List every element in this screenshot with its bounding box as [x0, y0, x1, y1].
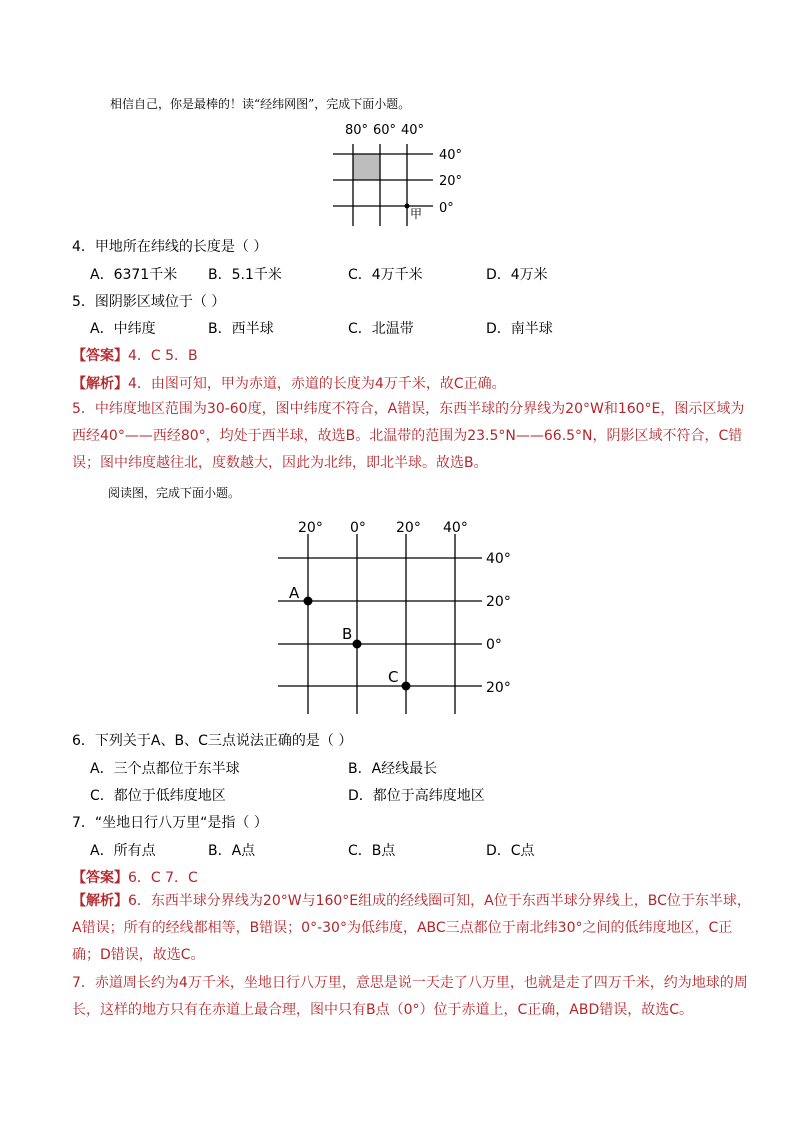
grid2-point-label-a: A [289, 584, 300, 602]
analysis-7: 7．赤道周长约为4万千米，坐地日行八万里，意思是说一天走了八万里，也就是走了四万千米，约为地球的周长，这样的地方只有在赤道上最合理，图中只有B点（0°）位于赤道上，C正确，ABD错误，故选C。 [72, 975, 748, 1018]
grid1-top-label: 40° [401, 123, 425, 138]
grid1-top-label: 60° [373, 123, 397, 138]
answer-tag: 【答案】 [72, 348, 128, 364]
q7-option-c[interactable]: C．B点 [348, 843, 396, 859]
analysis-6 [72, 888, 752, 969]
q4-option-a[interactable]: A．6371千米 [90, 267, 178, 283]
grid2-point-label-c: C [388, 668, 399, 686]
question-7: 7．“坐地日行八万里“是指（ ） [72, 815, 268, 831]
grid2-top-label: 40° [443, 520, 468, 536]
grid2-right-label: 20° [486, 680, 511, 696]
q5-option-b[interactable]: B．西半球 [208, 321, 274, 337]
q7-option-a[interactable]: A．所有点 [90, 843, 156, 859]
q5-option-a[interactable]: A．中纬度 [90, 321, 156, 337]
shaded-region [353, 154, 380, 180]
q4-option-b[interactable]: B．5.1千米 [208, 267, 282, 283]
q4-option-c[interactable]: C．4万千米 [348, 267, 423, 283]
grid1-right-label: 20° [439, 174, 463, 189]
question-5: 5．图阴影区域位于（ ） [72, 294, 226, 310]
analysis-5: 5．中纬度地区范围为30-60度，图中纬度不符合，A错误，东西半球的分界线为20°W和160°E，图示区域为西经40°——西经80°，均处于西半球，故选B。北温带的范围为23.5°N——66.5°N，阴影区域不符合，C错误；图中纬度越往北，度数越大，因此为北纬，即北半球。故选B。 [72, 401, 745, 471]
q5-option-c[interactable]: C．北温带 [348, 321, 414, 337]
answer-text: 6．C 7．C [128, 870, 198, 886]
answer-text: 4．C 5．B [128, 348, 198, 364]
answer-tag: 【答案】 [72, 870, 128, 886]
grid1-right-label: 40° [439, 148, 463, 163]
intro-text-2: 阅读图，完成下面小题。 [108, 486, 241, 500]
lat-long-grid-2 [270, 512, 530, 720]
intro-text-1: 相信自己，你是最棒的！读“经纬网图”，完成下面小题。 [110, 97, 411, 111]
point-jia [405, 204, 410, 209]
analysis-tag: 【解析】 [72, 893, 128, 909]
analysis-4 [72, 373, 506, 393]
analysis-tag: 【解析】 [72, 376, 128, 392]
q7-option-b[interactable]: B．A点 [208, 843, 256, 859]
point-b [353, 640, 362, 649]
grid1-top-label: 80° [345, 123, 369, 138]
grid2-top-label: 0° [350, 520, 366, 536]
question-6: 6．下列关于A、B、C三点说法正确的是（ ） [72, 733, 353, 749]
point-a [304, 597, 313, 606]
grid2-right-label: 40° [486, 551, 511, 567]
lat-long-grid-1 [325, 118, 475, 230]
point-c [402, 682, 411, 691]
question-4: 4．甲地所在纬线的长度是（ ） [72, 239, 268, 255]
grid2-top-label: 20° [396, 520, 421, 536]
grid1-point-label: 甲 [410, 207, 423, 221]
analysis-4-text: 4．由图可知，甲为赤道，赤道的长度为4万千米，故C正确。 [128, 376, 506, 392]
grid2-point-label-b: B [342, 625, 353, 643]
q6-option-b[interactable]: B．A经线最长 [348, 761, 438, 777]
grid2-right-label: 20° [486, 594, 511, 610]
q5-option-d[interactable]: D．南半球 [486, 321, 553, 337]
grid2-right-label: 0° [486, 637, 502, 653]
answer-line-1 [72, 345, 198, 365]
q6-option-c[interactable]: C．都位于低纬度地区 [90, 788, 226, 804]
grid1-right-label: 0° [439, 201, 454, 216]
q6-option-a[interactable]: A．三个点都位于东半球 [90, 761, 240, 777]
q4-option-d[interactable]: D．4万米 [486, 267, 548, 283]
grid2-top-label: 20° [298, 520, 323, 536]
q7-option-d[interactable]: D．C点 [486, 843, 535, 859]
answer-line-2 [72, 867, 198, 887]
q6-option-d[interactable]: D．都位于高纬度地区 [348, 788, 485, 804]
analysis-6-text: 6．东西半球分界线为20°W与160°E组成的经线圈可知，A位于东西半球分界线上，BC位于东半球，A错误；所有的经线都相等，B错误；0°-30°为低纬度，ABC三点都位于南北纬30°之间的低纬度地区，C正确；D错误，故选C。 [72, 893, 751, 963]
